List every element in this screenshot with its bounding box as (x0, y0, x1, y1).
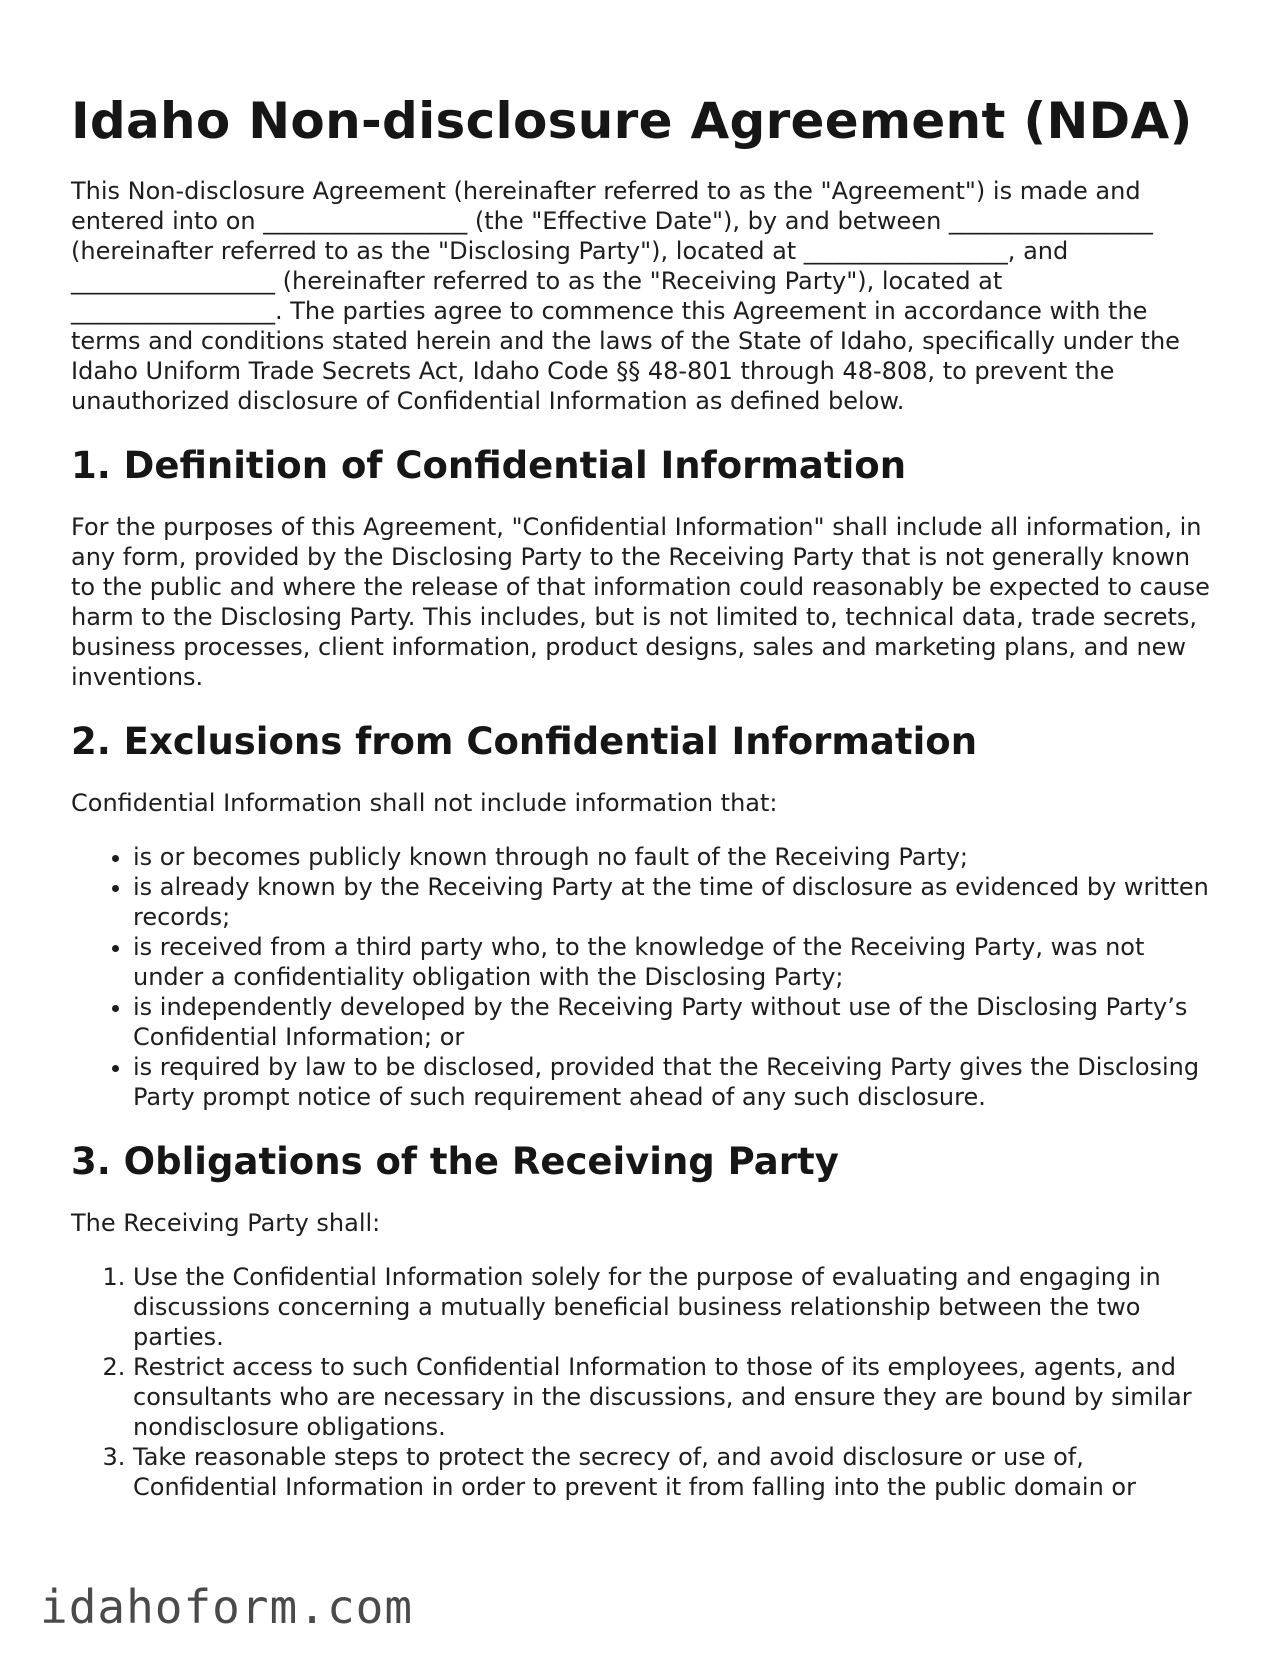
section-1-heading: 1. Definition of Confidential Information (71, 444, 907, 487)
watermark-logo: idahoform.com (40, 1580, 414, 1634)
list-item: 1. Use the Confidential Information solely for the purpose of evaluating and engaging in discussions concerning a mutually beneficial business relationship between the two parties. (133, 1262, 1221, 1352)
list-item: 2. Restrict access to such Confidential Information to those of its employees, agents, and consultants who are necessary in the discussions, and ensure they are bound by similar nondisclosure obligations. (133, 1352, 1221, 1442)
exclusions-list (71, 842, 1221, 1112)
section-2-heading: 2. Exclusions from Confidential Information (71, 720, 978, 763)
list-item: • is already known by the Receiving Party at the time of disclosure as evidenced by written records; (133, 872, 1221, 932)
section-3-heading: 3. Obligations of the Receiving Party (71, 1140, 839, 1183)
list-item: • is required by law to be disclosed, provided that the Receiving Party gives the Disclosing Party prompt notice of such requirement ahead of any such disclosure. (133, 1052, 1221, 1112)
list-item: • is or becomes publicly known through no fault of the Receiving Party; (133, 842, 1221, 872)
section-2-lead: Confidential Information shall not include information that: (71, 789, 778, 817)
document-page (71, 88, 1221, 1528)
section-3-lead: The Receiving Party shall: (71, 1209, 381, 1237)
list-item: • is independently developed by the Receiving Party without use of the Disclosing Party’s Confidential Information; or (133, 992, 1221, 1052)
list-item: • is received from a third party who, to the knowledge of the Receiving Party, was not under a confidentiality obligation with the Disclosing Party; (133, 932, 1221, 992)
list-item: 3. Take reasonable steps to protect the secrecy of, and avoid disclosure or use of, Confidential Information in order to prevent it from falling into the public domain or (133, 1442, 1221, 1502)
intro-paragraph: This Non-disclosure Agreement (hereinafter referred to as the "Agreement") is made and entered into on _________________ (the "Effective Date"), by and between _________________ (hereinafter referred to as the "Disclosing Party"), located at _________________, and _________________ (hereinafter referred to as the "Receiving Party"), located at _________________. The parties agree to commence this Agreement in accordance with the terms and conditions stated herein and the laws of the State of Idaho, specifically under the Idaho Uniform Trade Secrets Act, Idaho Code §§ 48-801 through 48-808, to prevent the unauthorized disclosure of Confidential Information as defined below. (71, 177, 1180, 415)
section-1-text: For the purposes of this Agreement, "Confidential Information" shall include all information, in any form, provided by the Disclosing Party to the Receiving Party that is not generally known to the public and where the release of that information could reasonably be expected to cause harm to the Disclosing Party. This includes, but is not limited to, technical data, trade secrets, business processes, client information, product designs, sales and marketing plans, and new inventions. (71, 513, 1210, 691)
obligations-list (71, 1262, 1221, 1502)
document-title: Idaho Non-disclosure Agreement (NDA) (71, 92, 1193, 150)
